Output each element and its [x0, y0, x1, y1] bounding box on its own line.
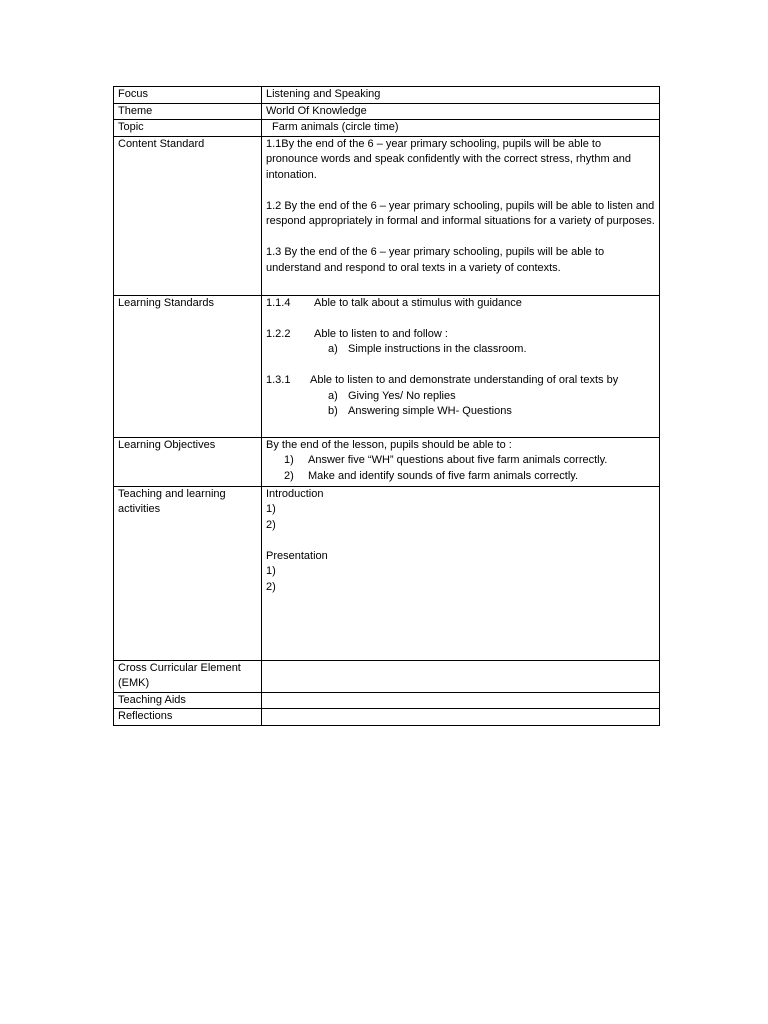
label-activities: Teaching and learning activities [114, 486, 262, 660]
introduction-step: 2) [266, 518, 276, 531]
value-activities [262, 486, 660, 660]
value-learning-standards [262, 295, 660, 437]
standard-sub-item: a) Simple instructions in the classroom. [328, 343, 527, 355]
label-reflections: Reflections [114, 709, 262, 726]
row-learning-objectives [114, 437, 660, 486]
value-reflections [262, 709, 660, 726]
standard-text: Able to listen to and follow : [314, 327, 448, 340]
presentation-heading: Presentation [266, 549, 328, 562]
lesson-plan-table [113, 86, 660, 726]
row-activities [114, 486, 660, 660]
standard-sub-item: a) Giving Yes/ No replies [328, 389, 456, 402]
value-topic: Farm animals (circle time) [262, 120, 660, 137]
value-content-standard [262, 136, 660, 295]
label-learning-standards: Learning Standards [114, 295, 262, 437]
presentation-step: 1) [266, 565, 276, 577]
standard-1-3-1 [266, 373, 655, 389]
value-learning-objectives [262, 437, 660, 486]
standard-1-1-4 [266, 296, 655, 312]
standard-sub-item: b) Answering simple WH- Questions [328, 405, 512, 417]
row-topic [114, 120, 660, 137]
row-theme [114, 103, 660, 120]
row-teaching-aids [114, 692, 660, 709]
row-emk [114, 660, 660, 692]
row-reflections [114, 709, 660, 726]
row-content-standard [114, 136, 660, 295]
introduction-heading: Introduction [266, 487, 324, 500]
objective-item: 1) Answer five “WH” questions about five farm animals correctly. [284, 454, 608, 466]
label-teaching-aids: Teaching Aids [114, 692, 262, 709]
label-emk: Cross Curricular Element (EMK) [114, 660, 262, 692]
objective-item: 2) Make and identify sounds of five farm animals correctly. [284, 469, 579, 482]
label-topic: Topic [114, 120, 262, 137]
standard-code: 1.1.4 [266, 296, 291, 309]
content-standard-1-3: 1.3 By the end of the 6 – year primary schooling, pupils will be able to understand and respond to oral texts in a variety of contexts. [266, 246, 605, 274]
standard-text: Able to talk about a stimulus with guidance [314, 296, 522, 309]
standard-code: 1.3.1 [266, 374, 291, 386]
standard-1-2-2 [266, 327, 655, 343]
label-content-standard: Content Standard [114, 136, 262, 295]
label-theme: Theme [114, 103, 262, 120]
value-emk [262, 660, 660, 692]
value-theme: World Of Knowledge [262, 103, 660, 120]
standard-text: Able to listen to and demonstrate understanding of oral texts by [310, 374, 619, 386]
content-standard-1-2: 1.2 By the end of the 6 – year primary schooling, pupils will be able to listen and respond appropriately in formal and informal situations for a variety of purposes. [266, 199, 655, 227]
standard-code: 1.2.2 [266, 327, 291, 340]
value-focus: Listening and Speaking [262, 87, 660, 104]
row-focus [114, 87, 660, 104]
introduction-step: 1) [266, 503, 276, 515]
row-learning-standards [114, 295, 660, 437]
presentation-step: 2) [266, 580, 276, 593]
objectives-intro: By the end of the lesson, pupils should be able to : [266, 438, 512, 451]
content-standard-1-1: 1.1By the end of the 6 – year primary schooling, pupils will be able to pronounce words and speak confidently with the correct stress, rhythm and intonation. [266, 137, 632, 181]
value-teaching-aids [262, 692, 660, 709]
label-learning-objectives: Learning Objectives [114, 437, 262, 486]
label-focus: Focus [114, 87, 262, 104]
